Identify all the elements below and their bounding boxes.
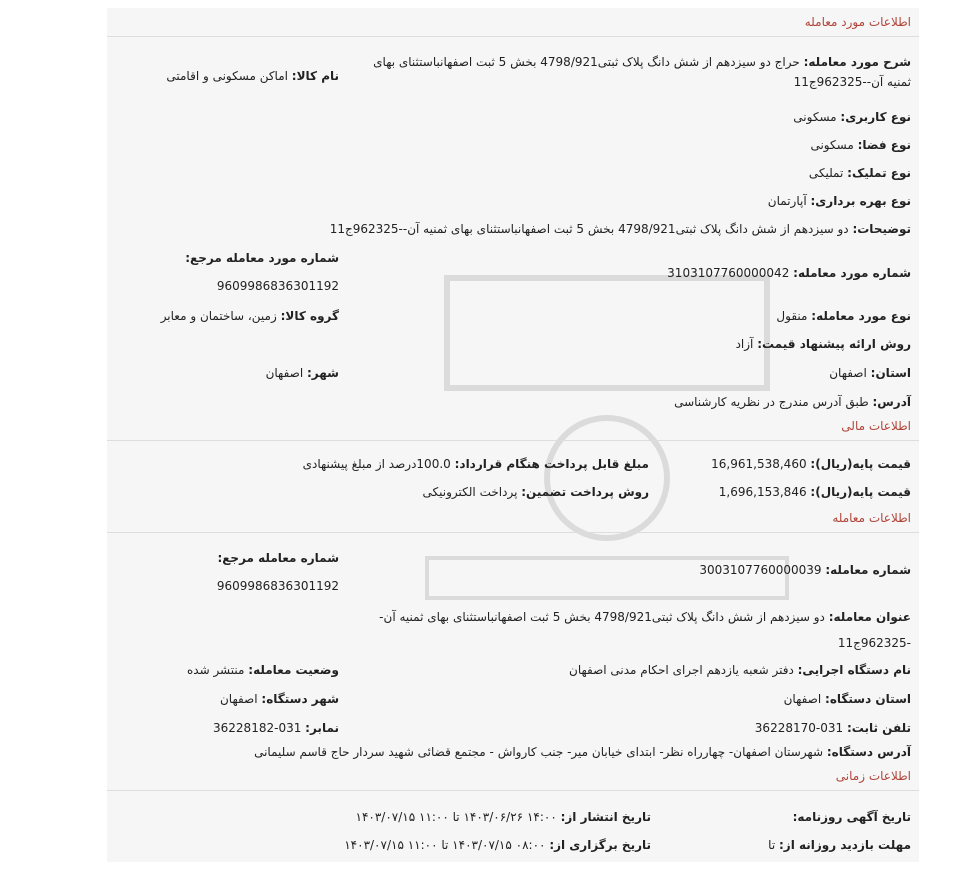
- city-value: اصفهان: [265, 366, 304, 380]
- fax-label: نمابر:: [305, 721, 339, 735]
- field-phone: [755, 718, 911, 738]
- org-city-label: شهر دستگاه:: [261, 692, 339, 706]
- ref-deal-number-value: 9609986836301192: [216, 579, 339, 593]
- phone-label: تلفن ثابت:: [846, 721, 911, 735]
- field-base-price: [711, 454, 911, 474]
- visit-value: تا: [768, 838, 776, 852]
- section-time-header: اطلاعات زمانی: [107, 762, 919, 791]
- base-price-2-value: 1,696,153,846: [718, 485, 807, 499]
- field-notes: [330, 219, 911, 239]
- description-label: شرح مورد معامله:: [803, 55, 911, 69]
- goods-group-value: زمین، ساختمان و معابر: [160, 309, 277, 323]
- field-deal-number: [699, 560, 911, 580]
- field-space: [810, 135, 911, 155]
- space-value: مسکونی: [810, 138, 854, 152]
- field-offer-method: [736, 334, 911, 354]
- offer-method-label: روش ارائه پیشنهاد قیمت:: [757, 337, 911, 351]
- item-number-label: شماره مورد معامله:: [793, 266, 911, 280]
- item-number-value: 3103107760000042: [667, 266, 790, 280]
- deal-title-label: عنوان معامله:: [828, 610, 911, 624]
- field-goods-name: [166, 66, 339, 86]
- field-usage: [793, 107, 911, 127]
- field-org-province: [784, 689, 911, 709]
- address-label: آدرس:: [872, 395, 911, 409]
- goods-group-label: گروه کالا:: [280, 309, 339, 323]
- province-label: استان:: [870, 366, 911, 380]
- phone-value: 031-36228170: [754, 721, 844, 735]
- field-ownership: [809, 163, 911, 183]
- exploitation-value: آپارتمان: [767, 194, 807, 208]
- section-financial-header: اطلاعات مالی: [107, 412, 919, 441]
- section-subject-header: اطلاعات مورد معامله: [107, 8, 919, 37]
- ref-item-number-label: شماره مورد معامله مرجع:: [185, 251, 339, 265]
- field-ref-item-number: [185, 248, 339, 296]
- offer-method-value: آزاد: [735, 337, 754, 351]
- publish-date-label: تاریخ انتشار از:: [560, 810, 651, 824]
- fax-value: 031-36228182: [213, 721, 302, 735]
- newspaper-date-label: تاریخ آگهی روزنامه:: [792, 810, 911, 824]
- executor-value: دفتر شعبه یازدهم اجرای احکام مدنی اصفهان: [569, 663, 794, 677]
- usage-label: نوع کاربری:: [840, 110, 911, 124]
- field-province: [829, 363, 911, 383]
- field-executor: [569, 660, 911, 680]
- hold-date-value: ۰۸:۰۰ ۱۴۰۳/۰۷/۱۵ تا ۱۱:۰۰ ۱۴۰۳/۰۷/۱۵: [344, 838, 546, 852]
- contract-payment-label: مبلغ قابل پرداخت هنگام قرارداد:: [454, 457, 649, 471]
- space-label: نوع فضا:: [857, 138, 911, 152]
- field-guarantee-method: [423, 482, 649, 502]
- auction-details-panel: [107, 8, 919, 862]
- base-price-value: 16,961,538,460: [711, 457, 807, 471]
- executor-label: نام دستگاه اجرایی:: [797, 663, 911, 677]
- org-address-value: شهرستان اصفهان- چهارراه نظر- ابتدای خیابان میر- جنب کارواش - مجتمع قضائی شهید سردار حاج قاسم سلیمانی: [254, 745, 824, 759]
- field-deal-title: [351, 604, 911, 656]
- description-value: حراج دو سیزدهم از شش دانگ پلاک ثبتی4798/921 بخش 5 ثبت اصفهانباستثنای بهای ثمنیه آن--962325ج11: [373, 55, 911, 89]
- field-org-city: [220, 689, 339, 709]
- goods-name-label: نام کالا:: [291, 69, 339, 83]
- notes-value: دو سیزدهم از شش دانگ پلاک ثبتی4798/921 بخش 5 ثبت اصفهانباستثنای بهای ثمنیه آن--962325ج11: [329, 222, 849, 236]
- field-contract-payment: [303, 454, 649, 474]
- status-label: وضعیت معامله:: [248, 663, 339, 677]
- base-price-2-label: قیمت پایه(ریال):: [810, 485, 911, 499]
- deal-number-value: 3003107760000039: [699, 563, 822, 577]
- field-org-address: [254, 742, 911, 762]
- item-type-label: نوع مورد معامله:: [811, 309, 911, 323]
- ref-item-number-value: 9609986836301192: [216, 279, 339, 293]
- field-item-number: [667, 263, 911, 283]
- city-label: شهر:: [307, 366, 339, 380]
- field-ref-deal-number: [217, 548, 339, 596]
- address-value: طبق آدرس مندرج در نظریه کارشناسی: [674, 395, 869, 409]
- usage-value: مسکونی: [793, 110, 837, 124]
- exploitation-label: نوع بهره برداری:: [810, 194, 911, 208]
- org-address-label: آدرس دستگاه:: [826, 745, 911, 759]
- section-deal-header: اطلاعات معامله: [107, 504, 919, 533]
- guarantee-method-value: پرداخت الکترونیکی: [422, 485, 518, 499]
- guarantee-method-label: روش پرداخت تضمین:: [521, 485, 649, 499]
- field-publish-date: [356, 807, 651, 827]
- hold-date-label: تاریخ برگزاری از:: [549, 838, 651, 852]
- org-province-label: استان دستگاه:: [825, 692, 911, 706]
- deal-title-value: دو سیزدهم از شش دانگ پلاک ثبتی4798/921 بخش 5 ثبت اصفهانباستثنای بهای ثمنیه آن--962325ج11: [379, 610, 911, 650]
- org-province-value: اصفهان: [783, 692, 822, 706]
- field-hold-date: [344, 835, 651, 855]
- ownership-label: نوع تملیک:: [847, 166, 911, 180]
- ownership-value: تملیکی: [808, 166, 844, 180]
- field-description: [361, 52, 911, 92]
- org-city-value: اصفهان: [219, 692, 258, 706]
- field-status: [187, 660, 339, 680]
- field-newspaper-date: [793, 807, 911, 827]
- publish-date-value: ۱۴:۰۰ ۱۴۰۳/۰۶/۲۶ تا ۱۱:۰۰ ۱۴۰۳/۰۷/۱۵: [355, 810, 557, 824]
- goods-name-value: اماکن مسکونی و اقامتی: [166, 69, 288, 83]
- base-price-label: قیمت پایه(ریال):: [810, 457, 911, 471]
- field-exploitation: [768, 191, 911, 211]
- item-type-value: منقول: [776, 309, 808, 323]
- status-badge: منتشر شده: [186, 663, 245, 677]
- notes-label: توضیحات:: [852, 222, 911, 236]
- field-item-type: [776, 306, 911, 326]
- field-visit-window: [768, 835, 911, 855]
- deal-number-label: شماره معامله:: [825, 563, 911, 577]
- field-address: [674, 392, 911, 412]
- field-city: [266, 363, 339, 383]
- field-base-price-2: [719, 482, 911, 502]
- field-fax: [213, 718, 339, 738]
- contract-payment-value: 100.0درصد از مبلغ پیشنهادی: [302, 457, 451, 471]
- visit-label: مهلت بازدید روزانه از:: [779, 838, 911, 852]
- ref-deal-number-label: شماره معامله مرجع:: [217, 551, 339, 565]
- province-value: اصفهان: [829, 366, 867, 380]
- field-goods-group: [161, 306, 339, 326]
